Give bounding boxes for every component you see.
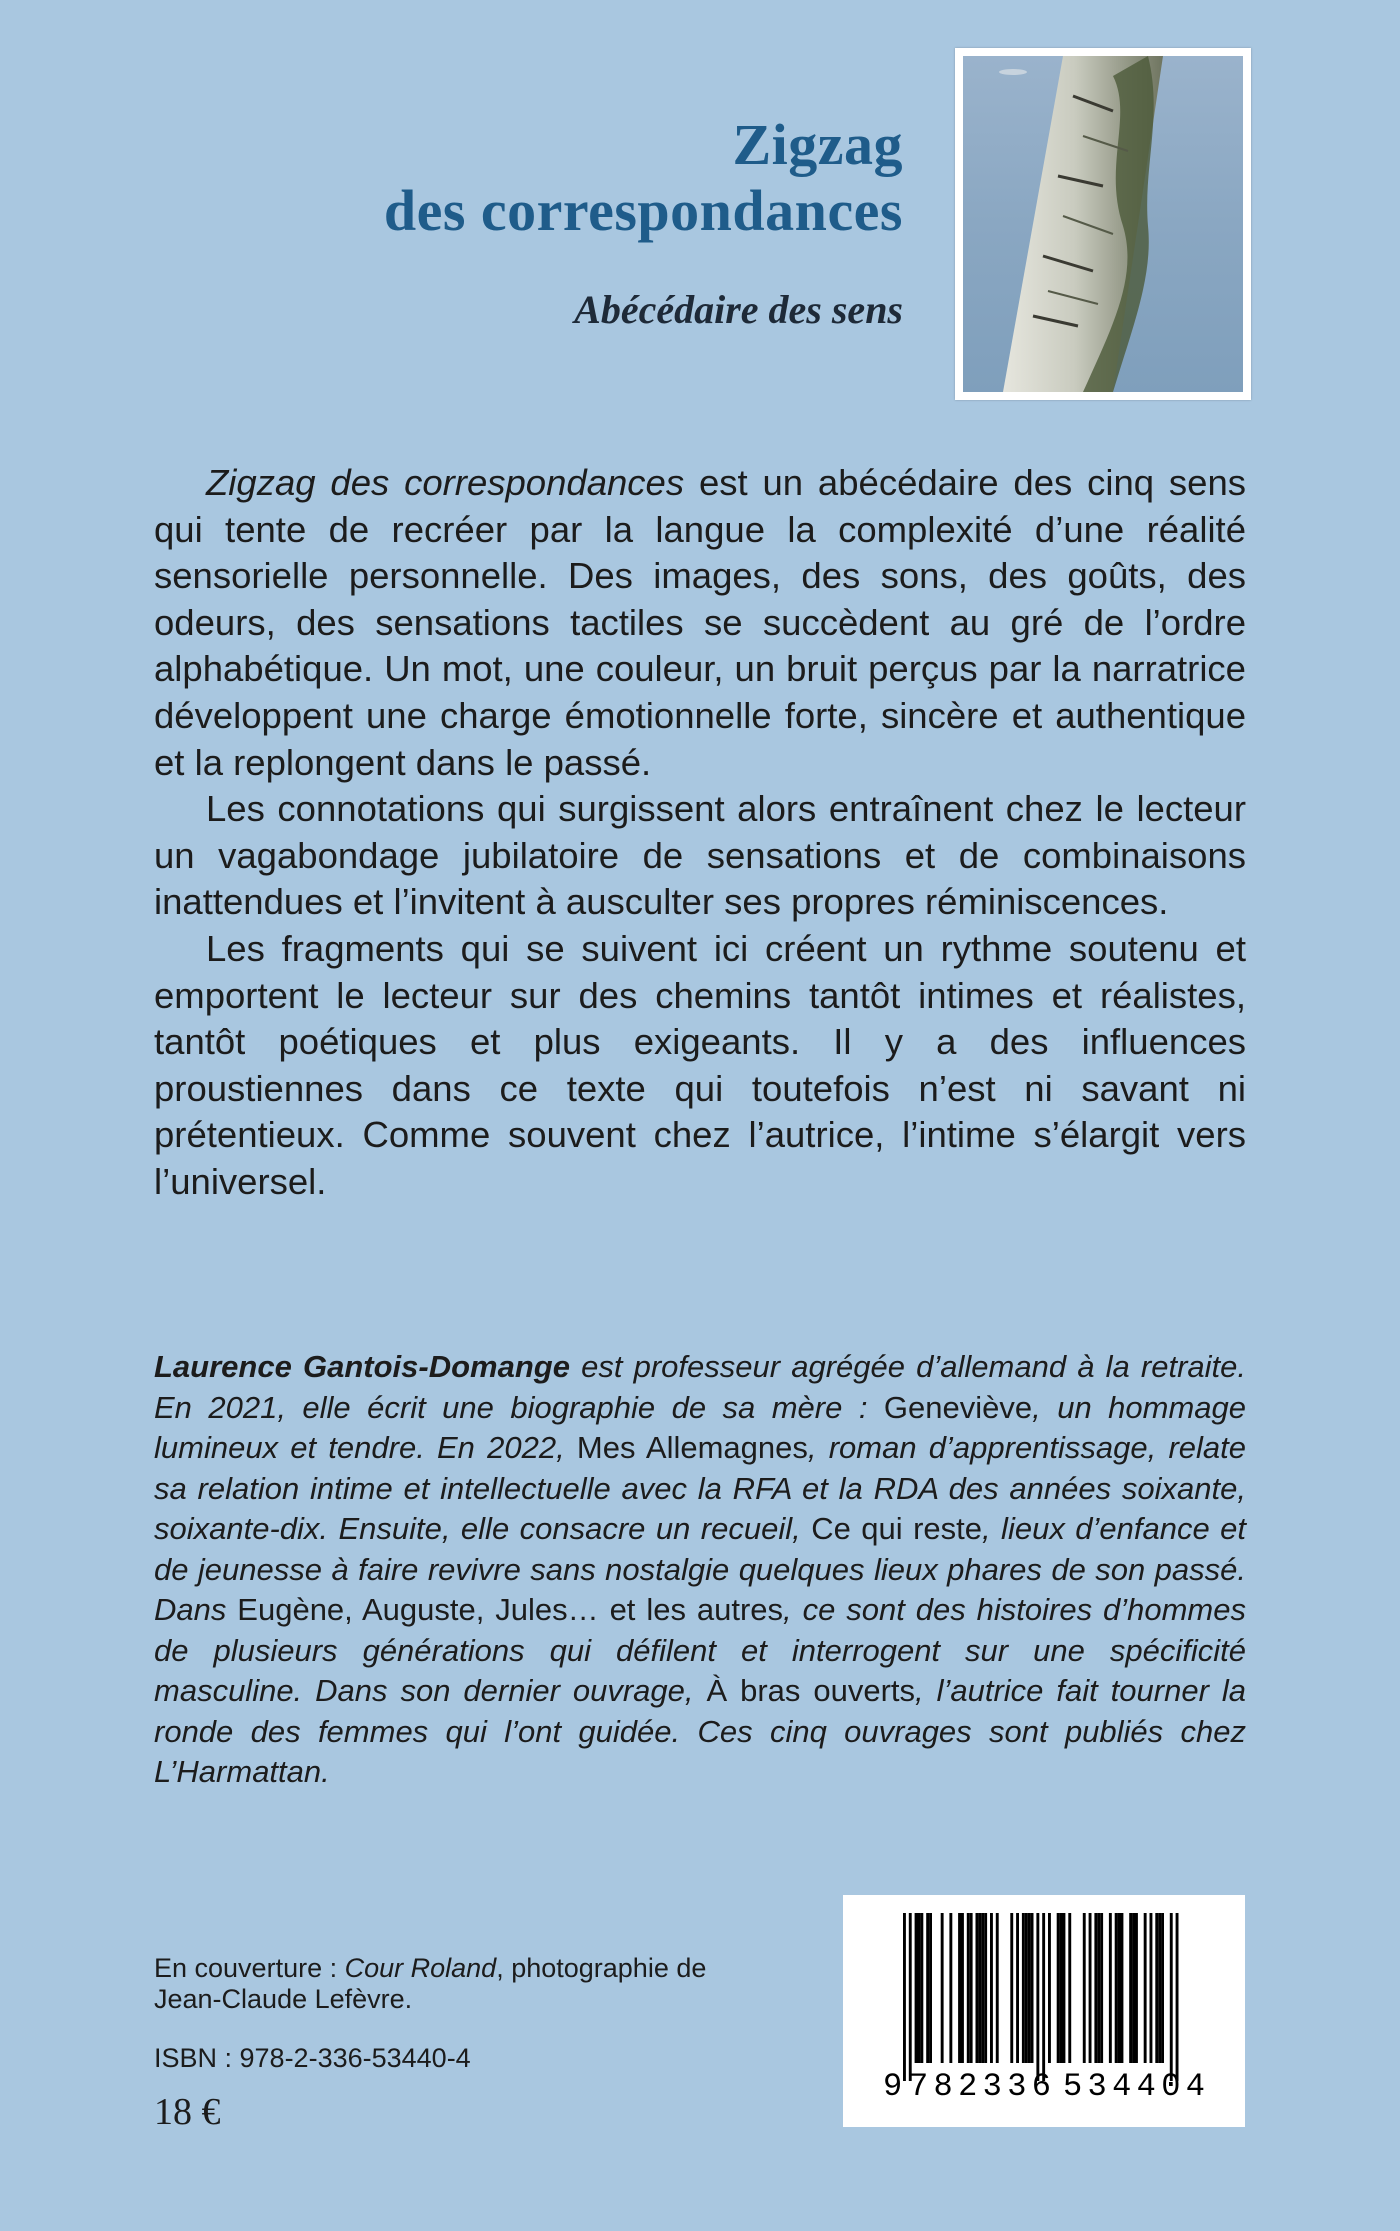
barcode-bar [1170,1913,1173,2081]
barcode-bar [984,1913,987,2063]
isbn: ISBN : 978-2-336-53440-4 [154,2043,471,2073]
cover-photo-frame [955,48,1251,400]
barcode-bar [1100,1913,1103,2063]
barcode-bar [1089,1913,1092,2063]
barcode-bar [926,1913,929,2063]
barcode-bar [1161,1913,1164,2063]
barcode-bar [1025,1913,1028,2063]
barcode-bar [1158,1913,1161,2063]
barcode-bar [990,1913,993,2063]
author-name: Laurence Gantois-Domange [154,1349,570,1384]
barcode-bar [1068,1913,1071,2063]
barcode-bar [978,1913,981,2063]
barcode-bar [949,1913,952,2063]
barcode [843,1895,1245,2127]
barcode-bar [1048,1913,1051,2063]
barcode-bar [1109,1913,1112,2063]
barcode-bar [941,1913,944,2063]
barcode-bar [1042,1913,1045,2081]
book-title-line-1: Zigzag [732,112,903,177]
barcode-digits-left: 782336 [909,2068,1051,2105]
back-cover-blurb [154,460,1246,1206]
barcode-bar [903,1913,906,2081]
barcode-bar [1097,1913,1100,2063]
barcode-bar [976,1913,979,2063]
barcode-bar [1132,1913,1135,2063]
barcode-bar [920,1913,923,2063]
barcode-bar [1118,1913,1121,2063]
barcode-bar [1155,1913,1158,2063]
barcode-bar [1028,1913,1031,2063]
barcode-bar [915,1913,918,2063]
price: 18 € [154,2091,221,2133]
blurb-paragraph-1: Zigzag des correspondances est un abécédaire des cinq sens qui tente de recréer par la langue la complexité d’une réalité sensorielle personnelle. Des images, des sons, des goûts, des odeurs, des sensations tactiles se succèdent au gré de l’ordre alphabétique. Un mot, une couleur, un bruit perçus par la narratrice développent une charge émotionnelle forte, sincère et authentique et la replongent dans le passé. [154,462,1246,783]
barcode-bar [1150,1913,1153,2063]
book-reference: Geneviève [883,1389,1033,1425]
barcode-bar [918,1913,921,2063]
barcode-bars [903,1913,1179,2081]
barcode-bar [1036,1913,1039,2081]
barcode-bar [1121,1913,1124,2063]
author-bio: Laurence Gantois-Domange est professeur agrégée d’allemand à la retraite. En 2021, elle écrit une biographie de sa mère : Geneviève, un hommage lumineux et tendre. En 2022, Mes Allemagnes, roman d’apprentissage, relate sa relation intime et intellectuelle avec la RFA et la RDA des années soixante, soixante-dix. Ensuite, elle consacre un recueil, Ce qui reste, lieux d’enfance et de jeunesse à faire revivre sans nostalgie quelques lieux phares de son passé. Dans Eugène, Auguste, Jules… et les autres, ce sont des histoires d’hommes de plusieurs générations qui défilent et interrogent sur une spécificité masculine. Dans son dernier ouvrage, À bras ouverts, l’autrice fait tourner la ronde des femmes qui l’ont guidée. Ces cinq ouvrages sont publiés chez L’Harmattan. [154,1349,1247,1789]
barcode-bar [1094,1913,1097,2063]
barcode-digit-first: 9 [883,2068,903,2105]
book-reference: Eugène, Auguste, Jules… et les autres [237,1592,784,1627]
barcode-bar [1135,1913,1138,2063]
barcode-bar [929,1913,932,2063]
barcode-bar [996,1913,999,2063]
barcode-bar [1057,1913,1060,2063]
barcode-bar [1063,1913,1066,2063]
barcode-bar [970,1913,973,2063]
barcode-bar [909,1913,912,2081]
barcode-bar [1176,1913,1179,2081]
photo-title: Cour Roland [344,1953,497,1983]
blurb-paragraph-3: Les fragments qui se suivent ici créent un rythme soutenu et emportent le lecteur sur des chemins tantôt intimes et réalistes, tantôt poétiques et plus exigeants. Il y a des influences proustiennes dans ce texte qui toutefois n’est ni savant ni prétentieux. Comme souvent chez l’autrice, l’intime s’élargit vers l’universel. [154,927,1246,1202]
barcode-bar [967,1913,970,2063]
barcode-bar [1083,1913,1086,2063]
book-reference: Mes Allemagnes [576,1430,808,1465]
barcode-bar [961,1913,964,2063]
barcode-digits-right: 534404 [1063,2068,1205,2105]
barcode-bar [1144,1913,1147,2063]
barcode-bar [1060,1913,1063,2063]
barcode-bar [1016,1913,1019,2063]
book-subtitle: Abécédaire des sens [574,287,903,332]
barcode-bar [1115,1913,1118,2063]
cover-credits: En couverture : Cour Roland, photographie de Jean-Claude Lefèvre. [154,1953,707,2014]
barcode-bar [1129,1913,1132,2063]
barcode-bar [1022,1913,1025,2063]
barcode-bar [981,1913,984,2063]
blurb-paragraph-2: Les connotations qui surgissent alors entraînent chez le lecteur un vagabondage jubilatoire de sensations et de combinaisons inattendues et l’invitent à ausculter ses propres réminiscences. [154,788,1246,923]
barcode-graphic [843,1895,1245,2127]
barcode-bar [958,1913,961,2063]
barcode-bar [1010,1913,1013,2063]
title-block [384,112,903,244]
book-reference: Ce qui reste [811,1511,982,1546]
tree-bark-photo [963,56,1243,392]
book-title-line-2: des correspondances [383,178,903,243]
book-reference: À bras ouverts [706,1673,916,1708]
blurb-title-reference: Zigzag des correspondances [206,462,685,503]
barcode-bar [1031,1913,1034,2063]
